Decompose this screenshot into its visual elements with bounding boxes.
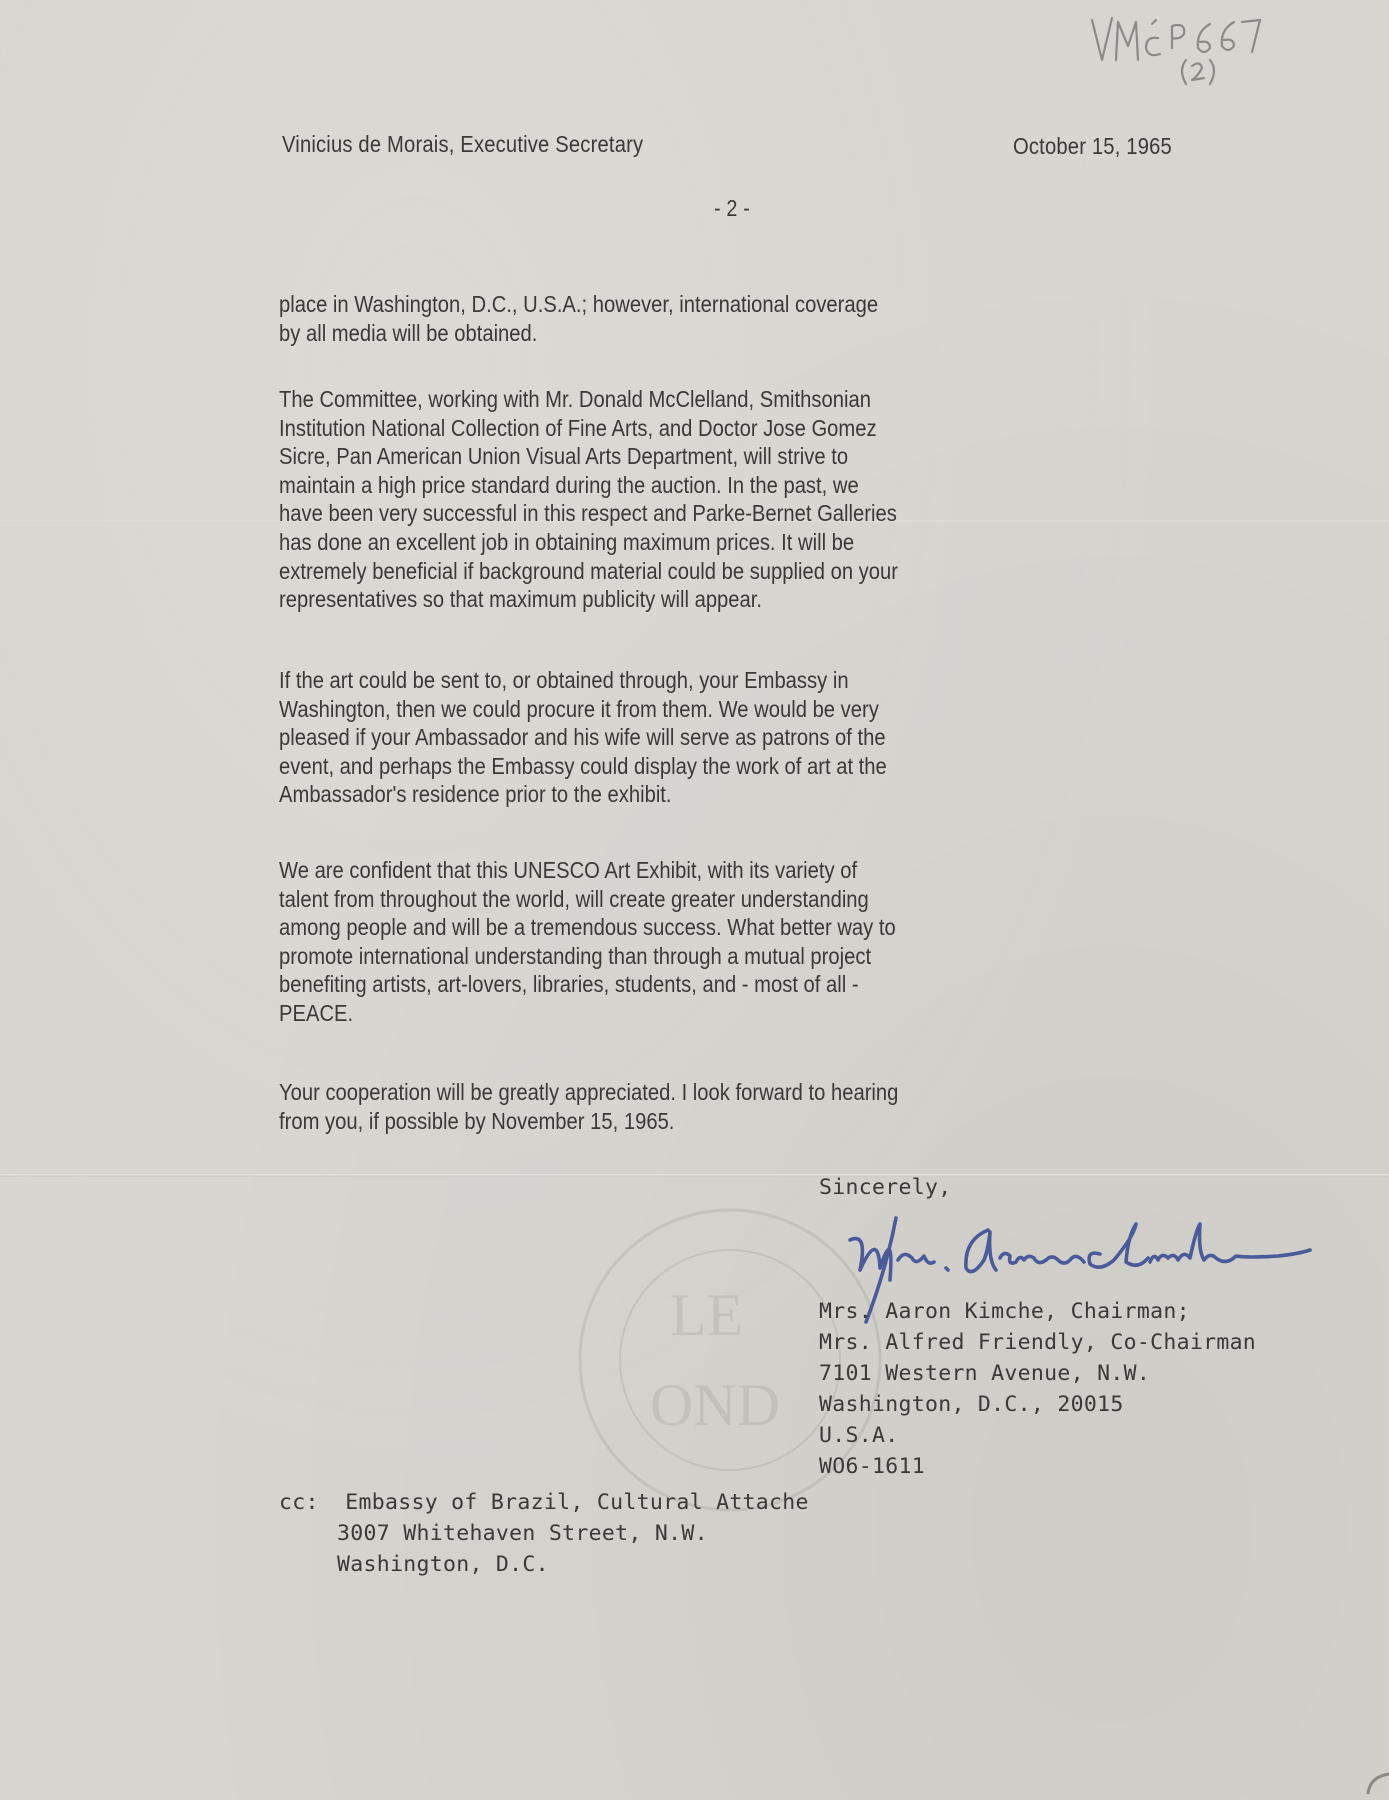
- text-line: promote international understanding than through a mutual project: [279, 942, 872, 969]
- body-paragraph-2: [279, 385, 1259, 614]
- text-line: maintain a high price standard during the auction. In the past, we: [279, 471, 859, 498]
- text-line: pleased if your Ambassador and his wife will serve as patrons of the: [279, 724, 886, 751]
- cc-address-line: Washington, D.C.: [337, 1552, 549, 1577]
- text-line: Ambassador's residence prior to the exhibit.: [279, 781, 672, 808]
- body-paragraph-4: [279, 856, 1259, 1028]
- text-line: Your cooperation will be greatly appreciated. I look forward to hearing: [279, 1079, 899, 1105]
- cc-address-line: 3007 Whitehaven Street, N.W.: [337, 1521, 708, 1546]
- cc-label: cc:: [279, 1490, 319, 1515]
- address-line: Washington, D.C., 20015: [819, 1392, 1124, 1417]
- text-line: place in Washington, D.C., U.S.A.; however, international coverage: [279, 291, 879, 317]
- text-line: talent from throughout the world, will create greater understanding: [279, 885, 869, 912]
- letter-date: October 15, 1965: [1013, 133, 1172, 159]
- address-line: U.S.A.: [819, 1423, 899, 1448]
- signer-block: [819, 1296, 1256, 1482]
- text-line: from you, if possible by November 15, 1965.: [279, 1107, 675, 1134]
- recipient-line: Vinicius de Morais, Executive Secretary: [282, 131, 644, 157]
- text-line: has done an excellent job in obtaining maximum prices. It will be: [279, 528, 855, 555]
- svg-text:LE: LE: [670, 1282, 744, 1348]
- signer-name-line: Mrs. Aaron Kimche, Chairman;: [819, 1299, 1190, 1324]
- body-paragraph-5: [279, 1078, 1259, 1135]
- text-line: representatives so that maximum publicity will appear.: [279, 586, 763, 613]
- text-line: benefiting artists, art-lovers, libraries, students, and - most of all -: [279, 971, 859, 998]
- text-line: If the art could be sent to, or obtained through, your Embassy in: [279, 667, 849, 693]
- svg-text:OND: OND: [650, 1372, 780, 1438]
- text-line: event, and perhaps the Embassy could display the work of art at the: [279, 752, 887, 779]
- phone-line: WO6-1611: [819, 1454, 925, 1479]
- body-paragraph-1: [279, 290, 1259, 347]
- salutation: Sincerely,: [819, 1175, 952, 1200]
- body-paragraph-3: [279, 666, 1259, 809]
- text-line: Washington, then we could procure it from them. We would be very: [279, 695, 879, 722]
- cc-line: [279, 1487, 809, 1518]
- closing-block: [819, 1172, 951, 1203]
- archive-pencil-note: [1088, 8, 1308, 88]
- address-line: 7101 Western Avenue, N.W.: [819, 1361, 1151, 1386]
- page-number: - 2 -: [714, 195, 751, 221]
- cc-block: [279, 1487, 809, 1580]
- text-line: Institution National Collection of Fine Arts, and Doctor Jose Gomez: [279, 414, 877, 441]
- text-line: extremely beneficial if background material could be supplied on your: [279, 557, 899, 584]
- text-line: by all media will be obtained.: [279, 319, 538, 346]
- signer-name-line: Mrs. Alfred Friendly, Co-Chairman: [819, 1330, 1257, 1355]
- text-line: Sicre, Pan American Union Visual Arts Department, will strive to: [279, 443, 849, 470]
- cc-recipient: Embassy of Brazil, Cultural Attache: [345, 1490, 809, 1515]
- text-line: The Committee, working with Mr. Donald McClelland, Smithsonian: [279, 386, 871, 412]
- text-line: have been very successful in this respect and Parke-Bernet Galleries: [279, 500, 897, 527]
- text-line: We are confident that this UNESCO Art Exhibit, with its variety of: [279, 857, 858, 883]
- fold-line: [0, 1174, 1389, 1177]
- text-line: PEACE.: [279, 999, 354, 1026]
- text-line: among people and will be a tremendous success. What better way to: [279, 914, 896, 941]
- corner-stamp-fragment: [1362, 1770, 1389, 1800]
